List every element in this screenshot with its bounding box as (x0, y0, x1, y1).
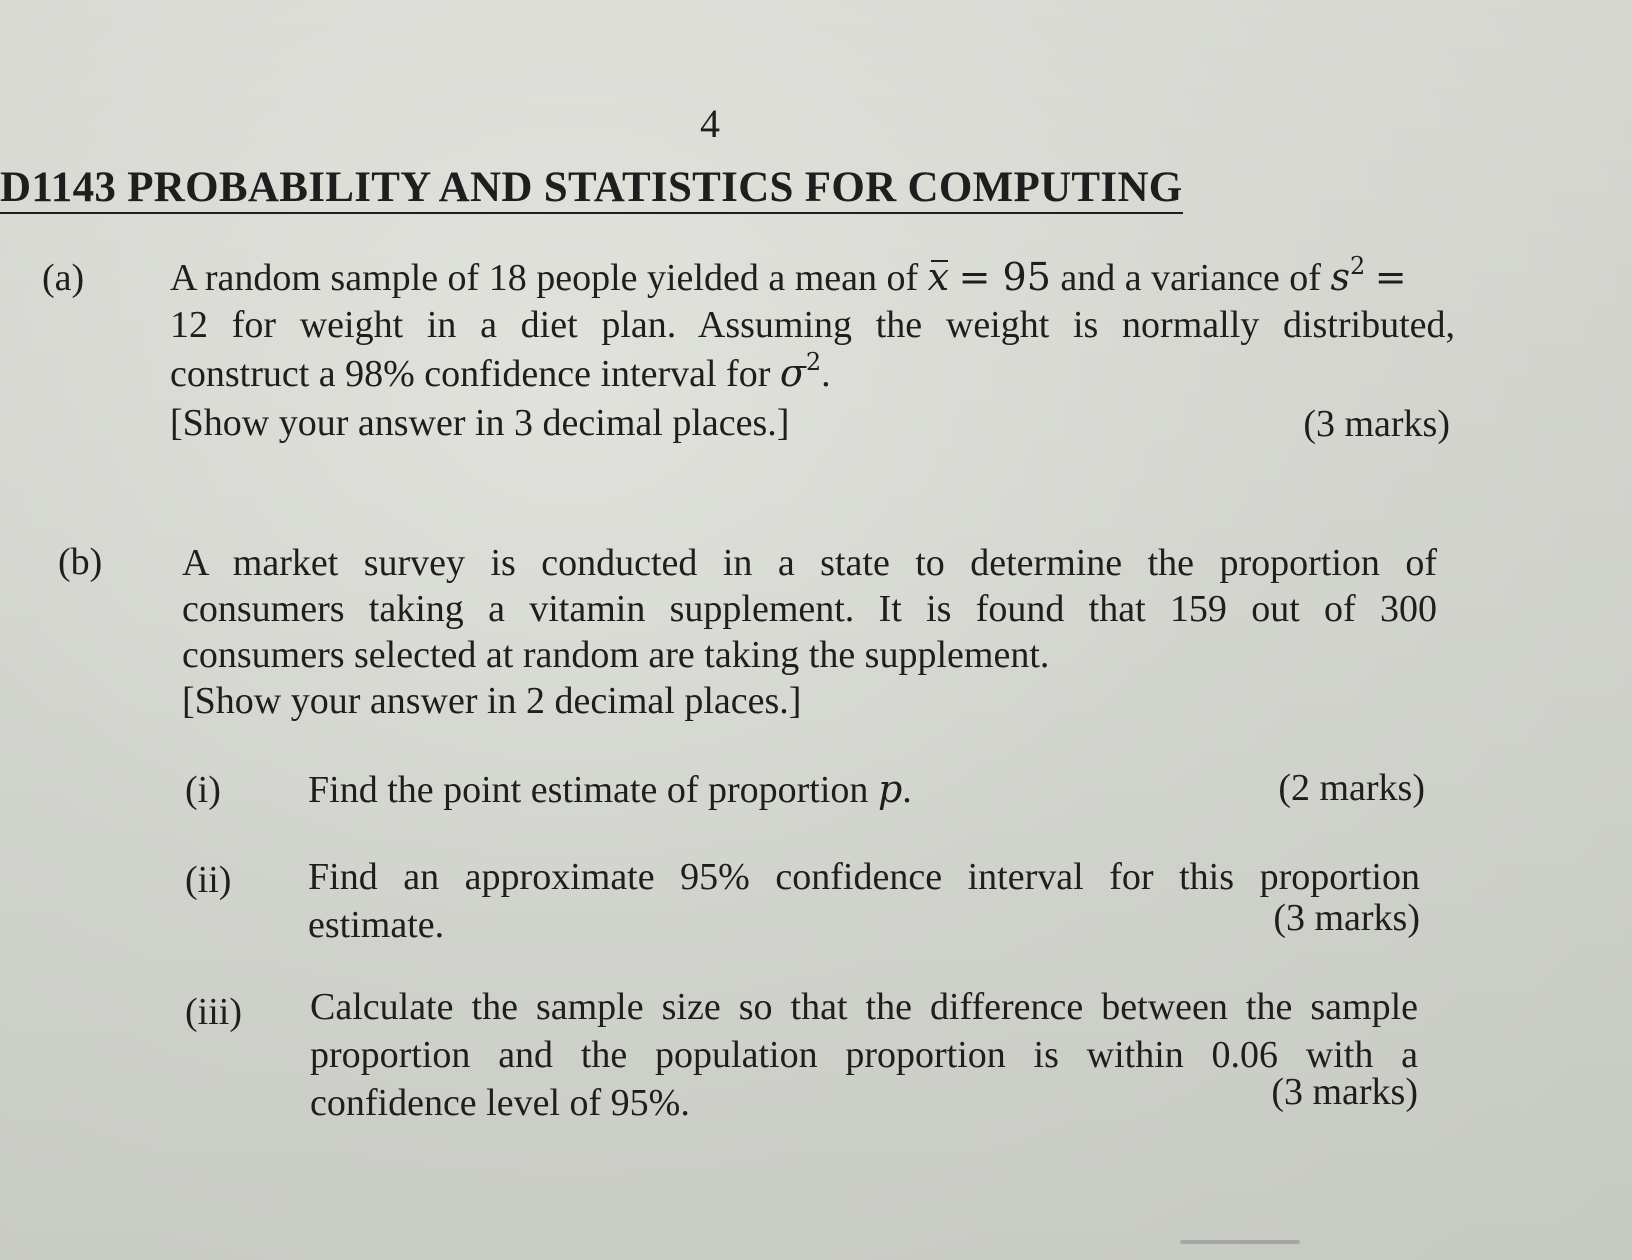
sub-ii-line-1: Find an approximate 95% confidence interval for this proportion (308, 856, 1420, 898)
sub-iii-line-1: Calculate the sample size so that the difference between the sample (310, 986, 1418, 1028)
sub-ii-marks: (3 marks) (1273, 897, 1420, 939)
course-title: D1143 PROBABILITY AND STATISTICS FOR COMPUTING (0, 164, 1183, 214)
sub-iii-line-2: proportion and the population proportion is within 0.06 with a (310, 1034, 1418, 1076)
variance-equals: = (1374, 255, 1407, 299)
sub-i-marks: (2 marks) (1278, 767, 1425, 809)
part-b-line-3: consumers selected at random are taking the supplement. (182, 634, 1050, 676)
part-b-line-1: A market survey is conducted in a state to determine the proportion of (182, 542, 1437, 584)
part-a-line-1-mid: and a variance of (1060, 257, 1321, 299)
sub-i-text (308, 766, 912, 813)
mean-equation: = 95 (958, 255, 1051, 299)
page-smudge (1180, 1240, 1300, 1244)
part-a-line-3-end: . (821, 353, 831, 395)
part-b-note: [Show your answer in 2 decimal places.] (182, 680, 802, 722)
s-squared-exponent: 2 (1349, 252, 1366, 280)
part-b-line-2: consumers taking a vitamin supplement. It is found that 159 out of 300 (182, 588, 1437, 630)
sigma-squared-exponent: 2 (805, 348, 822, 376)
part-a-marks: (3 marks) (1303, 403, 1450, 445)
sub-i-label: (i) (185, 769, 221, 811)
sigma-symbol: σ (779, 351, 806, 395)
part-a-line-1 (170, 254, 1407, 301)
part-b-label: (b) (58, 541, 103, 583)
part-a-line-2: 12 for weight in a diet plan. Assuming the weight is normally distributed, (170, 304, 1455, 346)
sub-iii-marks: (3 marks) (1271, 1071, 1418, 1113)
part-a-line-3-start: construct a 98% confidence interval for (170, 353, 771, 395)
part-a-line-1-start: A random sample of 18 people yielded a mean of (170, 257, 919, 299)
sub-iii-label: (iii) (185, 991, 242, 1033)
sub-ii-line-2: estimate. (308, 904, 445, 946)
sub-i-text-start: Find the point estimate of proportion (308, 769, 869, 811)
sub-iii-line-3: confidence level of 95%. (310, 1082, 690, 1124)
sub-ii-label: (ii) (185, 859, 232, 901)
sub-i-text-end: . (902, 769, 912, 811)
page-number: 4 (700, 101, 720, 146)
part-a-note: [Show your answer in 3 decimal places.] (170, 402, 790, 444)
s-symbol: s (1330, 255, 1350, 299)
xbar-symbol: x (927, 255, 950, 299)
p-symbol: p (877, 767, 903, 811)
part-a-label: (a) (42, 257, 85, 299)
part-a-line-3 (170, 350, 831, 397)
